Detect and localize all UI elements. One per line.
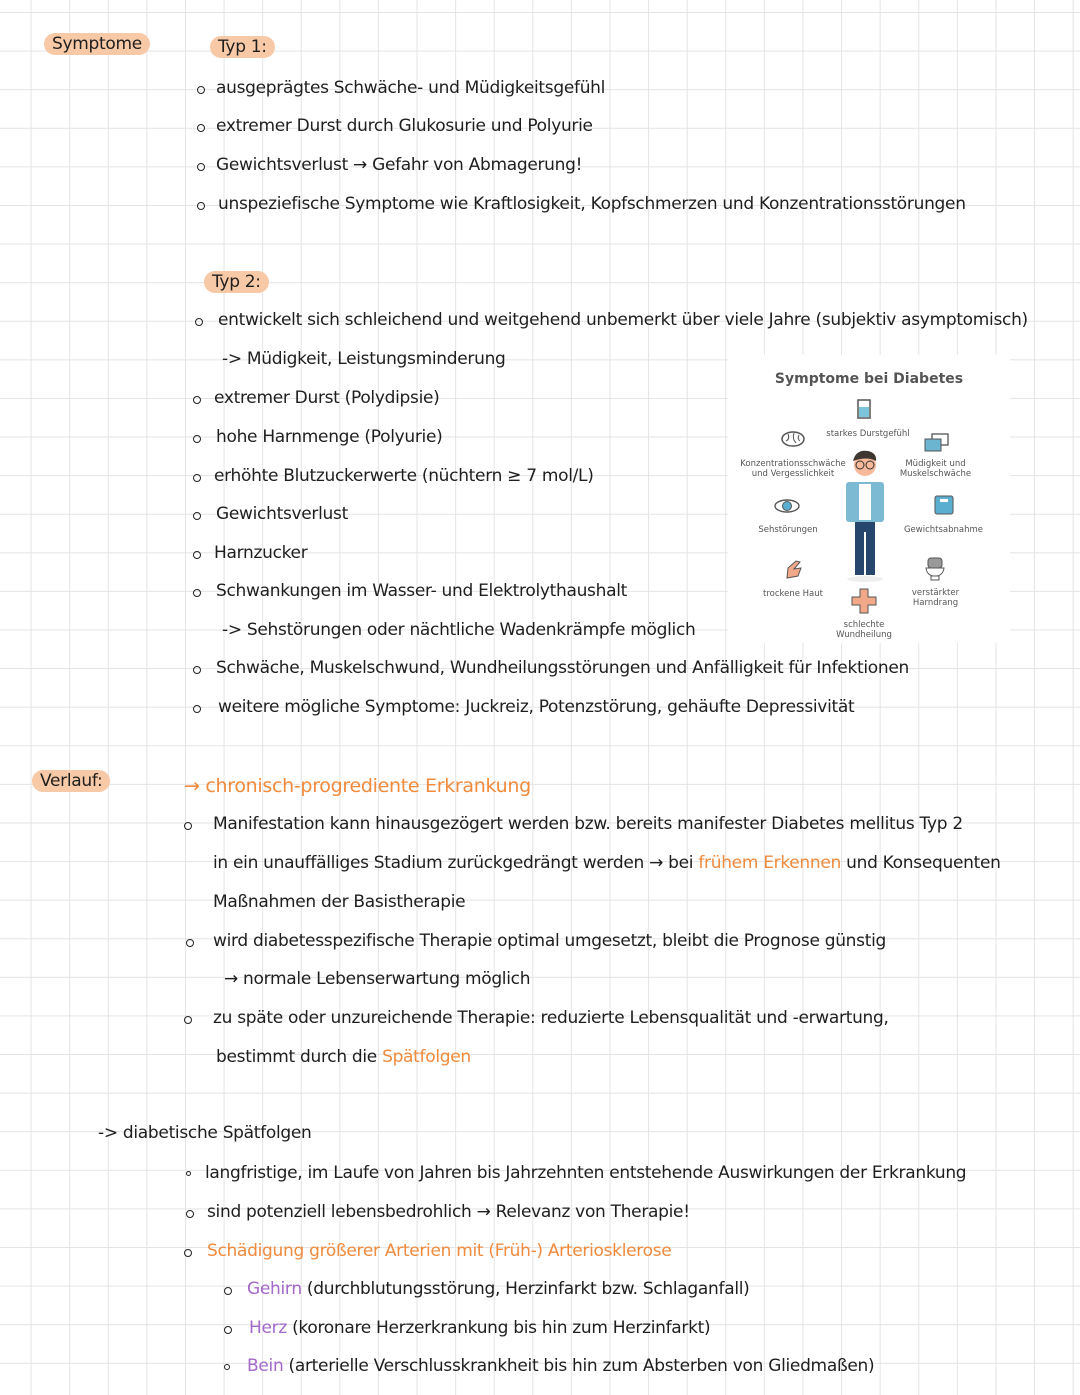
verlauf-text: Maßnahmen der Basistherapie [213,892,466,912]
label-gewicht: Gewichtsabnahme [903,525,984,535]
verlauf-text: Manifestation kann hinausgezögert werden bzw. bereits manifester Diabetes mellitus Typ 2 [213,814,963,834]
tired-screens-icon [924,433,950,453]
infographic-title: Symptome bei Diabetes [774,371,964,387]
bullet-icon [195,318,203,326]
label-muedigkeit: Müdigkeit und Muskelschwäche [899,459,972,479]
bullet-icon [224,1364,230,1370]
bullet-icon [197,163,205,171]
bullet-icon [186,939,194,947]
bandage-icon [851,588,877,614]
bullet-icon [186,1171,191,1176]
label-harn: verstärkter Harndrang [911,588,960,608]
label-haut: trockene Haut [762,589,823,599]
list-item: Gewichtsverlust [216,504,348,524]
list-item: -> Müdigkeit, Leistungsminderung [222,349,506,369]
bullet-icon [186,1210,194,1218]
verlauf-text: bestimmt durch die Spätfolgen [216,1047,471,1067]
bullet-icon [193,396,201,404]
bullet-icon [193,435,201,443]
bullet-icon [193,551,201,559]
list-item: extremer Durst (Polydipsie) [214,388,440,408]
sub-item: Herz (koronare Herzerkrankung bis hin zum Herzinfarkt) [249,1318,711,1338]
bullet-icon [197,86,205,94]
bullet-icon [193,666,201,674]
label-seh: Sehstörungen [758,525,818,535]
section-heading-symptome: Symptome [44,34,150,54]
sub-item: Bein (arterielle Verschlusskrankheit bis hin zum Absterben von Gliedmaßen) [247,1356,875,1376]
list-item: sind potenziell lebensbedrohlich → Relevanz von Therapie! [207,1202,690,1222]
list-item: unspeziefische Symptome wie Kraftlosigkeit, Kopfschmerzen und Konzentrationsstörungen [218,194,966,214]
verlauf-text: wird diabetesspezifische Therapie optimal umgesetzt, bleibt die Prognose günstig [213,931,886,951]
label-wund: schlechte Wundheilung [836,620,892,640]
list-item: hohe Harnmenge (Polyurie) [216,427,443,447]
spaetfolgen-heading: -> diabetische Spätfolgen [98,1123,312,1143]
verlauf-text: in ein unauffälliges Stadium zurückgedrängt werden → bei frühem Erkennen und Konsequenten [213,853,1001,873]
toilet-icon [925,557,945,581]
list-item: ausgeprägtes Schwäche- und Müdigkeitsgefühl [216,78,606,98]
list-item: erhöhte Blutzuckerwerte (nüchtern ≥ 7 mol/L) [214,466,594,486]
bullet-icon [197,124,205,132]
bullet-icon [193,705,201,713]
list-item: -> Sehstörungen oder nächtliche Wadenkrämpfe möglich [222,620,696,640]
person-illustration-icon [842,447,888,582]
list-item: Harnzucker [214,543,308,563]
bullet-icon [193,474,201,482]
dry-hand-icon [784,558,804,580]
sub-item: Gehirn (durchblutungsstörung, Herzinfarkt bzw. Schlaganfall) [247,1279,750,1299]
label-konzentration: Konzentrationsschwäche und Vergesslichkeit [740,459,846,479]
bullet-icon [224,1287,232,1295]
water-glass-icon [857,399,871,419]
list-item: weitere mögliche Symptome: Juckreiz, Potenzstörung, gehäufte Depressivität [218,697,855,717]
list-item: extremer Durst durch Glukosurie und Polyurie [216,116,593,136]
verlauf-text: → normale Lebenserwartung möglich [224,969,531,989]
diabetes-symptoms-infographic [728,355,1010,643]
verlauf-lead: → chronisch-progrediente Erkrankung [184,775,531,797]
list-item: Gewichtsverlust → Gefahr von Abmagerung! [216,155,583,175]
list-item: Schädigung größerer Arterien mit (Früh-) Arteriosklerose [207,1241,672,1261]
bullet-icon [184,1016,192,1024]
list-item: Schwankungen im Wasser- und Elektrolythaushalt [216,581,627,601]
bullet-icon [193,512,201,520]
bullet-icon [193,589,201,597]
typ1-label: Typ 1: [210,37,275,57]
bullet-icon [184,1249,192,1257]
typ2-label: Typ 2: [204,272,269,292]
bullet-icon [197,202,205,210]
section-heading-verlauf: Verlauf: [32,771,110,791]
bullet-icon [184,822,192,830]
list-item: langfristige, im Laufe von Jahren bis Jahrzehnten entstehende Auswirkungen der Erkrankung [205,1163,967,1183]
brain-icon [780,431,806,449]
scale-icon [934,495,954,515]
bullet-icon [224,1326,232,1334]
list-item: Schwäche, Muskelschwund, Wundheilungsstörungen und Anfälligkeit für Infektionen [216,658,910,678]
list-item: entwickelt sich schleichend und weitgehend unbemerkt über viele Jahre (subjektiv asymptomisch) [218,310,1028,330]
label-durst: starkes Durstgefühl [826,429,910,439]
verlauf-text: zu späte oder unzureichende Therapie: reduzierte Lebensqualität und -erwartung, [213,1008,889,1028]
eye-icon [773,498,801,514]
